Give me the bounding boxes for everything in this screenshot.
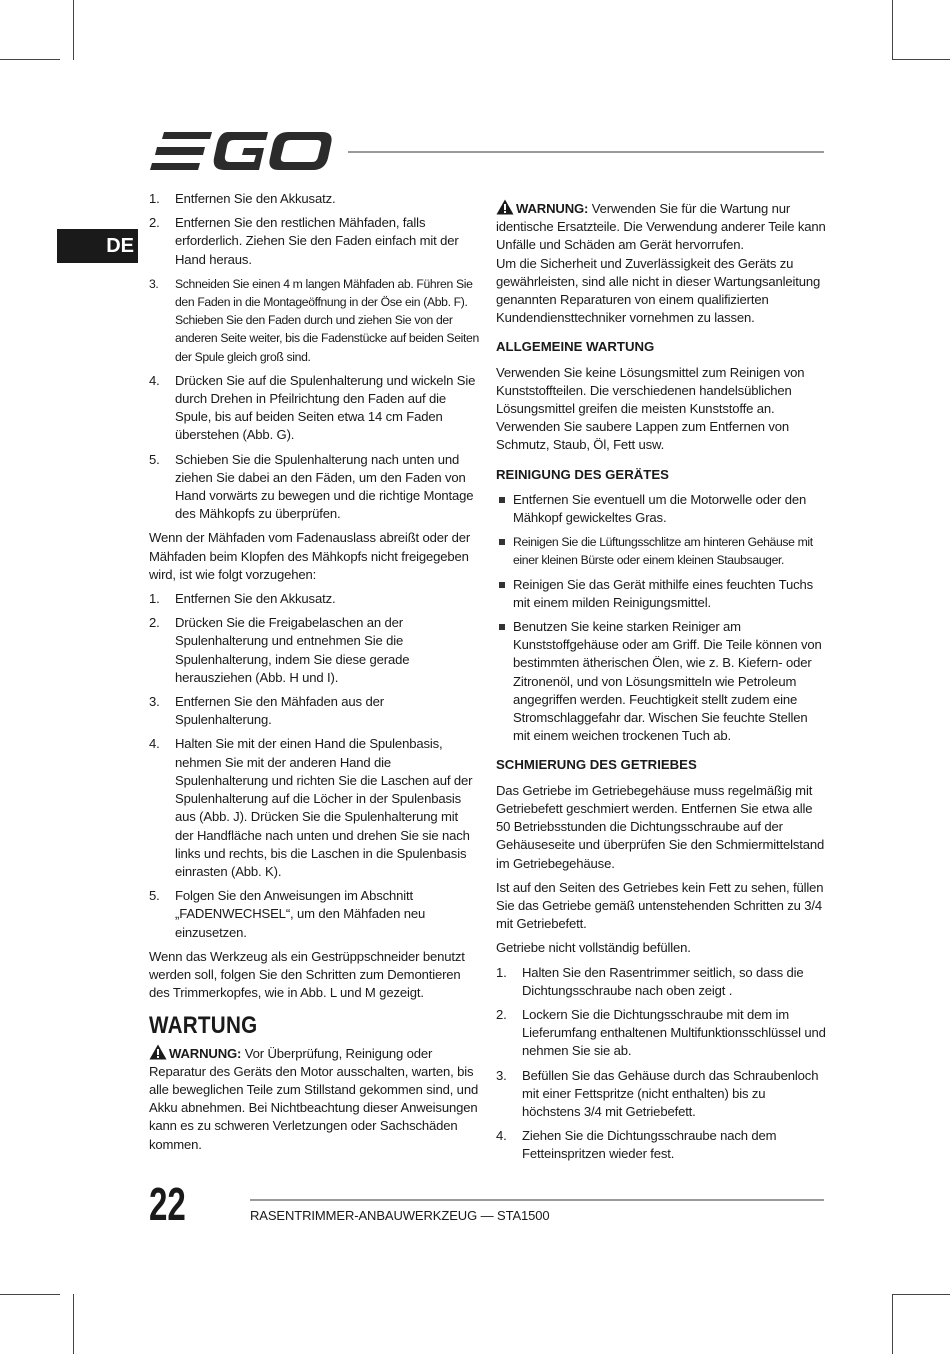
language-tab: DE [57, 229, 138, 263]
list-item: Reinigen Sie das Gerät mithilfe eines feuchten Tuchs mit einem milden Reinigungsmittel. [496, 576, 826, 612]
heading-cleaning: REINIGUNG DES GERÄTES [496, 466, 669, 482]
list-item: Entfernen Sie eventuell um die Motorwelle oder den Mähkopf gewickeltes Gras. [496, 491, 826, 527]
warning-paragraph [496, 199, 826, 327]
list-item: 4. Halten Sie mit der einen Hand die Spulenbasis, nehmen Sie mit der anderen Hand die Spulenhalterung und richten Sie die Laschen auf der Spulenhalterung auf die Löcher in der Spulenbasis aus (Abb. J). Drücken Sie die Spulenhalterung mit der Handfläche nach unten und drehen Sie sie nach links und rechts, bis die Laschen in die Spulenbasis einrasten (Abb. K). [149, 736, 473, 879]
left-column [149, 190, 479, 1160]
crop-mark [73, 0, 74, 60]
footer-rule [250, 1199, 824, 1201]
warning-label: WARNUNG: [169, 1045, 242, 1061]
list-item: 5. Schieben Sie die Spulenhalterung nach unten und ziehen Sie dabei an den Fäden, um den Faden von Hand vorwärts zu bewegen und die richtige Montage des Mähkopfs zu überprüfen. [149, 451, 474, 522]
paragraph: Wenn der Mähfaden vom Fadenauslass abreißt oder der Mähfaden beim Klopfen des Mähkopfs nicht freigegeben wird, ist wie folgt vorzugehen: [149, 530, 471, 582]
warning-text: Verwenden Sie für die Wartung nur identische Ersatzteile. Die Verwendung anderer Teile kann Unfälle und Schäden am Gerät hervorrufen. [496, 201, 826, 253]
list-item: 2. Lockern Sie die Dichtungsschraube mit dem im Lieferumfang enthaltenen Multifunktionsschlüssel und nehmen Sie sie ab. [496, 1006, 826, 1059]
section-title-wartung: WARTUNG [149, 1012, 258, 1040]
paragraph: Wenn das Werkzeug als ein Gestrüppschneider benutzt werden soll, folgen Sie den Schritten zum Demontieren des Trimmerkopfes, wie in Abb. L und M gezeigt. [149, 948, 465, 1001]
list-item: 1. Entfernen Sie den Akkusatz. [149, 191, 336, 206]
crop-mark [892, 1294, 893, 1354]
list-item: Benutzen Sie keine starken Reiniger am Kunststoffgehäuse oder am Griff. Die Teile können von bestimmten ätherischen Ölen, wie z. B. Kiefern- oder Zitronenöl, und von Lösungsmitteln wie Petroleum angegriffen werden. Feuchtigkeit stellt zudem eine Stromschlaggefahr dar. Wischen Sie feuchte Stellen mit einem weichen trockenen Tuch ab. [496, 618, 826, 745]
paragraph: Das Getriebe im Getriebegehäuse muss regelmäßig mit Getriebefett geschmiert werden. Entfernen Sie etwa alle 50 Betriebsstunden die Dichtungsschraube auf der Gehäuseseite und überprüfen Sie den Schmiermittelstand im Getriebegehäuse. [496, 782, 825, 871]
warning-paragraph [149, 1044, 479, 1154]
intro-text: Um die Sicherheit und Zuverlässigkeit des Geräts zu gewährleisten, sind alle nicht in dieser Wartungsanleitung genannten Reparaturen von einem qualifizierten Kundendiensttechniker vornehmen zu lassen. [496, 255, 821, 326]
list-item: 3. Befüllen Sie das Gehäuse durch das Schraubenloch mit einer Fettspritze (nicht enthalten) bis zu höchstens 3/4 mit Getriebefett. [496, 1067, 819, 1119]
heading-gear-lubrication: SCHMIERUNG DES GETRIEBES [496, 757, 697, 773]
list-item: 3. Schneiden Sie einen 4 m langen Mähfaden ab. Führen Sie den Faden in die Montageöffnung in der Öse ein (Abb. F). Schieben Sie den Faden durch und ziehen Sie von der anderen Seite weiter, bis die Fadenstücke auf beiden Seiten der Spule gleich groß sind. [149, 276, 479, 364]
list-item: 2. Drücken Sie die Freigabelaschen an der Spulenhalterung und entnehmen Sie die Spulenhalterung, indem Sie diese gerade herausziehen (Abb. H und I). [149, 615, 410, 685]
heading-general-maintenance: ALLGEMEINE WARTUNG [496, 339, 655, 355]
paragraph: Ist auf den Seiten des Getriebes kein Fett zu sehen, füllen Sie das Getriebe gemäß untenstehenden Schritten zu 3/4 mit Getriebefett. [496, 879, 824, 932]
page-number: 22 [149, 1178, 186, 1230]
list-item: 1. Halten Sie den Rasentrimmer seitlich, so dass die Dichtungsschraube nach oben zeigt . [496, 964, 804, 998]
crop-mark [892, 59, 950, 60]
spool-repair-steps-list [149, 590, 479, 942]
crop-mark [892, 0, 893, 60]
lubrication-steps-list [496, 964, 826, 1164]
cleaning-list [496, 491, 826, 746]
crop-mark [0, 59, 60, 60]
list-item: 1. Entfernen Sie den Akkusatz. [149, 591, 336, 607]
spool-steps-list [149, 190, 479, 523]
warning-label: WARNUNG: [516, 201, 589, 216]
footer-title: RASENTRIMMER-ANBAUWERKZEUG — STA1500 [250, 1208, 550, 1223]
list-item: Reinigen Sie die Lüftungsschlitze am hinteren Gehäuse mit einer kleinen Bürste oder einem kleinen Staubsauger. [496, 533, 826, 569]
list-item: 4. Ziehen Sie die Dichtungsschraube nach dem Fetteinspritzen wieder fest. [496, 1128, 777, 1162]
crop-mark [0, 1294, 60, 1295]
right-column [496, 199, 826, 1170]
ego-logo [150, 130, 332, 172]
warning-triangle-icon [149, 1044, 167, 1060]
paragraph: Verwenden Sie keine Lösungsmittel zum Reinigen von Kunststoffteilen. Die verschiedenen handelsüblichen Lösungsmittel greifen die meisten Kunststoffe an. Verwenden Sie saubere Lappen zum Entfernen von Schmutz, Staub, Öl, Fett usw. [496, 364, 805, 453]
list-item: 2. Entfernen Sie den restlichen Mähfaden, falls erforderlich. Ziehen Sie den Faden einfach mit der Hand heraus. [149, 215, 459, 267]
list-item: 4. Drücken Sie auf die Spulenhalterung und wickeln Sie durch Drehen in Pfeilrichtung den Faden auf die Spule, bis auf beiden Seiten etwa 14 cm Faden überstehen (Abb. G). [149, 372, 476, 443]
paragraph: Getriebe nicht vollständig befüllen. [496, 940, 691, 956]
list-item: 3. Entfernen Sie den Mähfaden aus der Spulenhalterung. [149, 694, 384, 728]
list-item: 5. Folgen Sie den Anweisungen im Abschnitt „FADENWECHSEL“, um den Mähfaden neu einzusetzen. [149, 888, 426, 940]
header-rule [348, 151, 824, 153]
warning-text: Vor Überprüfung, Reinigung oder Reparatur des Geräts den Motor ausschalten, warten, bis alle beweglichen Teile zum Stillstand gekommen sind, und Akku abnehmen. Bei Nichtbeachtung dieser Anweisungen kann es zu schweren Verletzungen oder Sachschäden kommen. [149, 1045, 479, 1152]
warning-triangle-icon [496, 199, 514, 215]
crop-mark [892, 1294, 950, 1295]
crop-mark [73, 1294, 74, 1354]
